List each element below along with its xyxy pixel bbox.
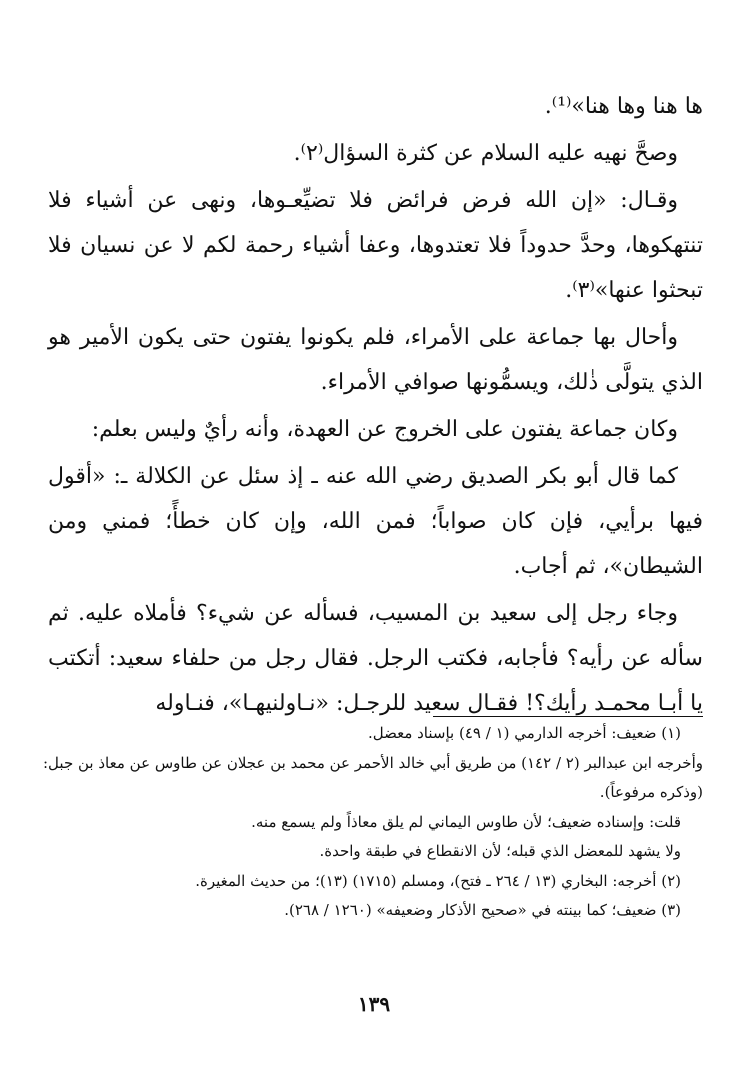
footnote-2: (٢) أخرجه: البخاري (١٣ / ٢٦٤ ـ فتح)، ومسلم (١٧١٥) (١٣)؛ من حديث المغيرة. (195, 871, 681, 890)
paragraph-6: كما قال أبو بكر الصديق رضي الله عنه ـ إذ سئل عن الكلالة ـ: «أقول فيها برأيي، فإن كان صواباً؛ فمن الله، وإن كان خطأً؛ فمني ومن الشيطان»، ثم أجاب. (48, 464, 703, 579)
footnote-1-cont-a: وأخرجه ابن عبدالبر (٢ / ١٤٢) من طريق أبي خالد الأحمر عن محمد بن عجلان عن طاوس عن معاذ بن جبل: (وذكره مرفوعاً). (43, 753, 703, 801)
footnote-1: (١) ضعيف: أخرجه الدارمي (١ / ٤٩) بإسناد معضل. (367, 724, 681, 742)
footnote-separator (433, 716, 703, 717)
paragraph-7: وجاء رجل إلى سعيد بن المسيب، فسأله عن شيء؟ فأملاه عليه. ثم سأله عن رأيه؟ فأجابه، فكتب الرجل. فقال رجل من حلفاء سعيد: أتكتب يا أبـا محمـد رأيك؟! فقـال سعيد للرجـل: «نـاولنيهـا»، فنـاوله (48, 601, 703, 716)
paragraph-3: وقـال: «إن الله فرض فرائض فلا تضيِّعـوها، ونهى عن أشياء فلا تنتهكوها، وحدَّ حدوداً فلا تعتدوها، وعفا أشياء رحمة لكم لا عن نسيان فلا تبحثوا عنها»⁽٣⁾. (48, 188, 703, 303)
paragraph-4: وأحال بها جماعة على الأمراء، فلم يكونوا يفتون حتى يكون الأمير هو الذي يتولَّى ذٰلك، ويسمُّونها صوافي الأمراء. (48, 325, 703, 395)
footnotes (43, 719, 703, 926)
page-number: ١٣٩ (357, 992, 391, 1016)
footnote-3: (٣) ضعيف؛ كما بينته في «صحيح الأذكار وضعيفه» (١٢٦٠ / ٢٦٨). (284, 901, 681, 919)
paragraph-2: وصحَّ نهيه عليه السلام عن كثرة السؤال⁽٢⁾. (293, 141, 678, 166)
paragraph-5: وكان جماعة يفتون على الخروج عن العهدة، وأنه رأيٌ وليس بعلم: (91, 417, 678, 442)
footnote-1-cont-b: قلت: وإسناده ضعيف؛ لأن طاوس اليماني لم يلق معاذاً ولم يسمع منه. (251, 812, 681, 831)
main-text (48, 84, 703, 728)
paragraph-1: ها هنا وها هنا»⁽¹⁾. (544, 94, 703, 119)
footnote-1-cont-c: ولا يشهد للمعضل الذي قبله؛ لأن الانقطاع في طبقة واحدة. (319, 842, 681, 860)
